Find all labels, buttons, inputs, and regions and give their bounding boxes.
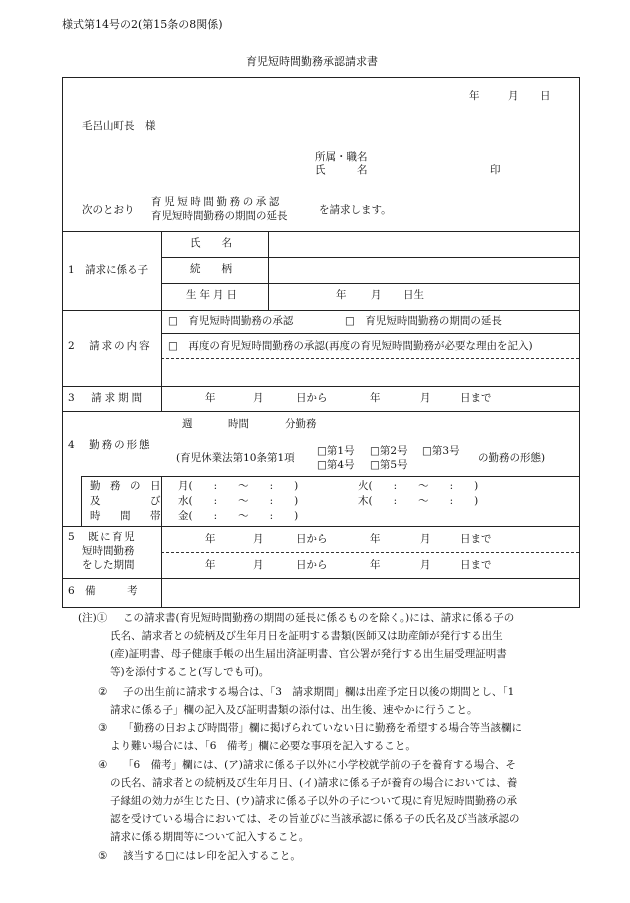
checkbox-item3[interactable]: □第3号 <box>422 445 460 457</box>
child-birthdate-label: 生年月日 <box>186 289 240 301</box>
days-label-1: 勤 務 の 日 <box>90 480 160 492</box>
section2-label: 2 請求の内容 <box>68 340 152 352</box>
checkbox-extension[interactable]: □ 育児短時間勤務の期間の延長 <box>345 315 502 327</box>
notes-prefix: (注)① <box>78 612 108 624</box>
past-year1-b: 年 <box>205 559 216 571</box>
date-year: 年 <box>469 90 480 102</box>
section5-label-3: をした期間 <box>82 559 135 571</box>
note4-line3: 子縁組の効力が生じた日、(ウ)請求に係る子以外の子について現に育児短時間勤務の承 <box>110 795 517 807</box>
form-suffix: の勤務の形態) <box>478 452 546 464</box>
section5-label-1: 5 既に育児 <box>68 531 137 543</box>
form-number: 様式第14号の2(第15条の8関係) <box>62 18 223 31</box>
past-to-a: 日まで <box>460 533 492 545</box>
note1-line1: この請求書(育児短時間勤務の期間の延長に係るものを除く。)には、請求に係る子の <box>123 612 515 624</box>
child-name-label: 氏 名 <box>190 237 232 249</box>
request-suffix: を請求します。 <box>319 204 392 216</box>
past-month2-a: 月 <box>420 533 431 545</box>
days-label-3: 時 間 帯 <box>90 510 160 522</box>
hours-label: 時間 <box>228 418 249 430</box>
law-reference: (育児休業法第10条第1項 <box>176 452 295 464</box>
affiliation-label: 所属・職名 <box>315 151 368 163</box>
past-from-a: 日から <box>296 533 328 545</box>
tuesday-time: 火( : ～ : ) <box>358 480 479 492</box>
checkbox-item1[interactable]: □第1号 <box>317 445 355 457</box>
note2-marker: ② <box>98 686 108 698</box>
note4-marker: ④ <box>98 759 108 771</box>
past-month1-a: 月 <box>253 533 264 545</box>
period-year1: 年 <box>205 392 216 404</box>
date-month: 月 <box>508 90 519 102</box>
past-year1-a: 年 <box>205 533 216 545</box>
note3-marker: ③ <box>98 722 108 734</box>
minutes-label: 分勤務 <box>285 418 317 430</box>
past-month1-b: 月 <box>253 559 264 571</box>
section6-label: 6 備 考 <box>68 585 138 597</box>
note3-line1: 「勤務の日および時間帯」欄に掲げられていない日に勤務を希望する場合等当該欄に <box>123 722 522 734</box>
checkbox-reapproval[interactable]: □ 再度の育児短時間勤務の承認(再度の育児短時間勤務が必要な理由を記入) <box>168 340 533 352</box>
note4-line2: の氏名、請求者との続柄及び生年月日、(イ)請求に係る子が養育の場合においては、養 <box>110 777 518 789</box>
option-approval: 育児短時間勤務の承認 <box>151 196 282 208</box>
past-year2-a: 年 <box>370 533 381 545</box>
period-month2: 月 <box>420 392 431 404</box>
past-year2-b: 年 <box>370 559 381 571</box>
days-label-2: 及 び <box>90 495 160 507</box>
note1-line3: (産)証明書、母子健康手帳の出生届出済証明書、官公署が発行する出生届受理証明書 <box>110 648 507 660</box>
note4-line5: 請求に係る期間等について記入すること。 <box>110 831 310 843</box>
checkbox-item5[interactable]: □第5号 <box>370 459 408 471</box>
note4-line1: 「6 備考」欄には、(ア)請求に係る子以外に小学校就学前の子を養育する場合、そ <box>123 759 516 771</box>
child-relation-label: 続 柄 <box>190 263 232 275</box>
checkbox-approval[interactable]: □ 育児短時間勤務の承認 <box>168 315 294 327</box>
birth-day: 日生 <box>403 289 424 301</box>
addressee: 毛呂山町長 様 <box>82 120 156 132</box>
past-to-b: 日まで <box>460 559 492 571</box>
note5-marker: ⑤ <box>98 850 108 862</box>
section5-label-2: 短時間勤務 <box>82 545 135 557</box>
note2-line1: 子の出生前に請求する場合は、「3 請求期間」欄は出産予定日以後の期間とし、「1 <box>123 686 515 698</box>
form-title: 育児短時間勤務承認請求書 <box>246 55 378 68</box>
birth-month: 月 <box>371 289 382 301</box>
past-month2-b: 月 <box>420 559 431 571</box>
period-to: 日まで <box>460 392 492 404</box>
past-from-b: 日から <box>296 559 328 571</box>
note2-line2: 請求に係る子」欄の記入及び証明書類の添付は、出生後、速やかに行うこと。 <box>110 704 478 716</box>
note5-line1: 該当する□にはレ印を記入すること。 <box>123 850 301 862</box>
checkbox-item4[interactable]: □第4号 <box>317 459 355 471</box>
thursday-time: 木( : ～ : ) <box>358 495 479 507</box>
note1-line4: 等)を添付すること(写しでも可)。 <box>110 666 270 678</box>
friday-time: 金( : ～ : ) <box>178 510 299 522</box>
section4-label: 4 勤務の形態 <box>68 439 152 451</box>
period-from: 日から <box>296 392 328 404</box>
note1-line2: 氏名、請求者との続柄及び生年月日を証明する書類(医師又は助産師が発行する出生 <box>110 630 503 642</box>
birth-year: 年 <box>336 289 347 301</box>
section3-label: 3 請求期間 <box>68 392 146 404</box>
week-label: 週 <box>182 418 193 430</box>
date-day: 日 <box>540 90 551 102</box>
period-year2: 年 <box>370 392 381 404</box>
option-extension: 育児短時間勤務の期間の延長 <box>151 210 288 222</box>
checkbox-item2[interactable]: □第2号 <box>370 445 408 457</box>
period-month1: 月 <box>253 392 264 404</box>
as-follows: 次のとおり <box>82 204 135 216</box>
seal: 印 <box>490 164 501 176</box>
name-label: 氏 名 <box>315 164 368 176</box>
note4-line4: 認を受けている場合においては、その旨並びに当該承認に係る子の氏名及び当該承認の <box>110 813 520 825</box>
wednesday-time: 水( : ～ : ) <box>178 495 299 507</box>
monday-time: 月( : ～ : ) <box>178 480 299 492</box>
section1-label: 1 請求に係る子 <box>68 264 149 276</box>
note3-line2: より難い場合には、「6 備考」欄に必要な事項を記入すること。 <box>110 740 416 752</box>
